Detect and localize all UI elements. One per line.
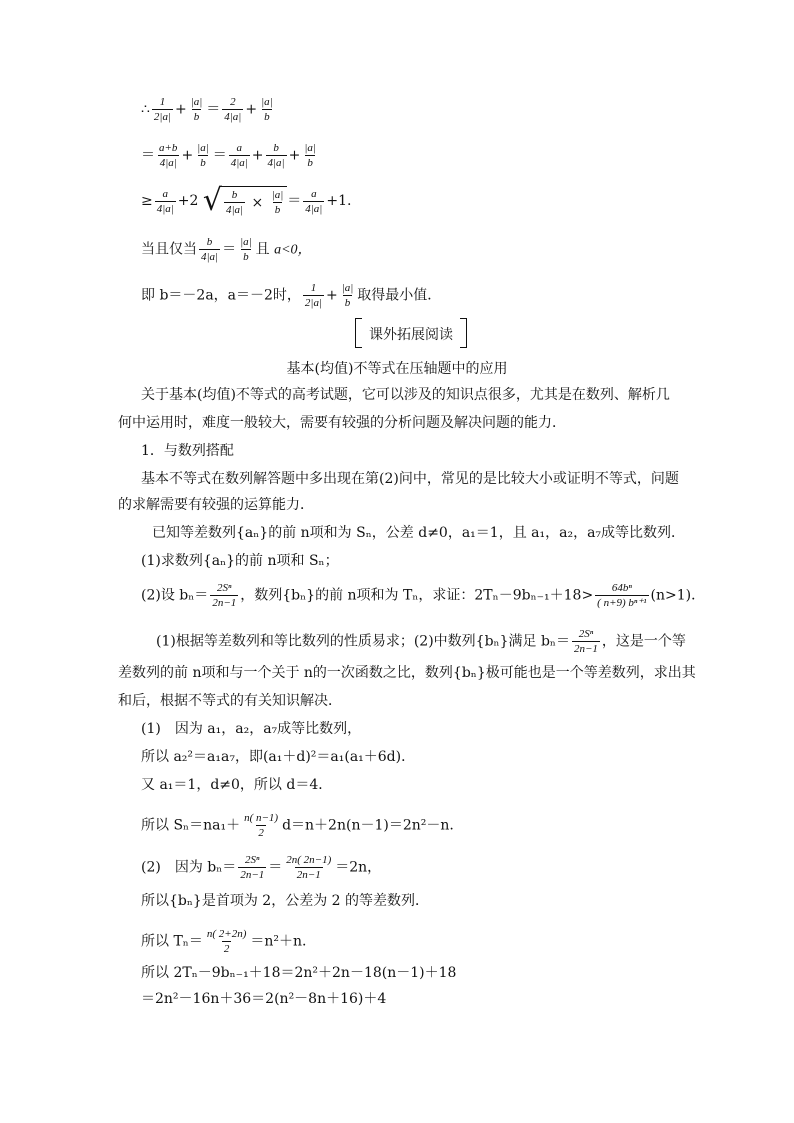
fraction: $\frac{2n( 2n-1)}{2n-1}$ bbox=[286, 854, 332, 881]
fraction: $\frac{\text{2Sⁿ}}{2n-1}$ bbox=[212, 582, 237, 609]
fraction: $\frac{\text{2Sⁿ}}{2n-1}$ bbox=[573, 628, 598, 655]
problem-q1: (1)求数列{aₙ}的前 n项和 Sₙ； bbox=[141, 553, 339, 569]
item1-line-2: 的求解需要有较强的运算能力． bbox=[118, 497, 314, 513]
therefore-symbol: ∴ bbox=[141, 101, 150, 118]
fraction: $\frac{|a|}{b}$ bbox=[341, 282, 354, 309]
solution-line-1: (1) 因为 a₁，a₂，a₇成等比数列， bbox=[141, 721, 362, 737]
analysis-line-1: (1)根据等差数列和等比数列的性质易求；(2)中数列{bₙ}满足 bₙ＝ $\frac{\text{2Sⁿ}}{2n-1}$ ，这是一个等 bbox=[156, 628, 686, 655]
item1-title: 1．与数列搭配 bbox=[141, 443, 234, 459]
intro-line-2: 何中运用时，难度一般较大，需要有较强的分析问题及解决问题的能力． bbox=[118, 415, 566, 431]
solution-line-7: 所以 Tₙ＝ $\frac{n( 2+2n)}{2}$ ＝n²＋n. bbox=[141, 928, 307, 955]
problem-q2: (2)设 bₙ＝ $\frac{\text{2Sⁿ}}{2n-1}$ ，数列{bₙ}的前 n项和为 Tₙ，求证：2Tₙ－9bₙ₋₁＋18> $\frac{\text{64bⁿ}}{\text{( n+9) bⁿ⁺¹}}$ (n>1)． bbox=[141, 582, 706, 609]
fraction: $\frac{|a|}{b}$ bbox=[304, 142, 316, 169]
solution-line-5: (2) 因为 bₙ＝ $\frac{\text{2Sⁿ}}{2n-1}$ ＝ $\frac{2n( 2n-1)}{2n-1}$ ＝2n， bbox=[141, 854, 382, 881]
square-root: √ $\frac{b}{4|a|}$ × $\frac{|a|}{b}$ bbox=[203, 186, 287, 216]
fraction: $\frac{\text{2Sⁿ}}{2n-1}$ bbox=[240, 854, 265, 881]
item1-line-1: 基本不等式在数列解答题中多出现在第(2)问中，常见的是比较大小或证明不等式，问题 bbox=[141, 471, 679, 487]
analysis-line-3: 和后，根据不等式的有关知识解决． bbox=[118, 693, 342, 709]
fraction: $\frac{2}{4|a|}$ bbox=[224, 96, 242, 123]
fraction: $\frac{a}{4|a|}$ bbox=[305, 187, 323, 215]
solution-line-6: 所以{bₙ}是首项为 2，公差为 2 的等差数列． bbox=[141, 893, 429, 909]
problem-stem: 已知等差数列{aₙ}的前 n项和为 Sₙ，公差 d≠0，a₁＝1，且 a₁，a₂，a₇成等比数列． bbox=[152, 525, 686, 541]
fraction: $\frac{b}{4|a|}$ bbox=[267, 142, 285, 169]
solution-line-8: 所以 2Tₙ－9bₙ₋₁＋18＝2n²＋2n－18(n－1)＋18 bbox=[141, 965, 457, 981]
analysis-line-2: 差数列的前 n项和与一个关于 n的一次函数之比，数列{bₙ}极可能也是一个等差数列，求出其 bbox=[118, 665, 696, 681]
fraction: $\frac{\text{64bⁿ}}{\text{( n+9) bⁿ⁺¹}}$ bbox=[597, 582, 647, 609]
section-box bbox=[355, 318, 467, 346]
fraction: $\frac{n( n-1)}{2}$ bbox=[244, 812, 279, 839]
proof-line-2: ＝ $\frac{a+b}{4|a|}$ + $\frac{|a|}{b}$ ＝ $\frac{a}{4|a|}$ + $\frac{b}{4|a|}$ + $\frac{|a|}{b}$ bbox=[141, 142, 316, 169]
fraction: $\frac{1}{2|a|}$ bbox=[304, 282, 322, 309]
fraction: $\frac{|a|}{b}$ bbox=[240, 236, 252, 263]
intro-line-1: 关于基本(均值)不等式的高考试题，它可以涉及的知识点很多，尤其是在数列、解析几 bbox=[141, 387, 670, 403]
proof-line-5: 即 b＝－2a，a＝－2时， $\frac{1}{2|a|}$ + $\frac{|a|}{b}$ 取得最小值． bbox=[141, 282, 442, 309]
proof-line-3: ≥ $\frac{a}{4|a|}$ +2 √ $\frac{b}{4|a|}$ × $\frac{|a|}{b}$ ＝ $\frac{a}{4|a|}$ +1. bbox=[141, 183, 352, 218]
fraction: $\frac{b}{4|a|}$ bbox=[201, 236, 219, 263]
solution-line-4: 所以 Sₙ＝na₁＋ $\frac{n( n-1)}{2}$ d＝n＋2n(n－1)＝2n²－n. bbox=[141, 812, 454, 839]
section-box-title: 课外拓展阅读 bbox=[369, 327, 453, 343]
fraction: $\frac{|a|}{b}$ bbox=[261, 96, 273, 123]
fraction: $\frac{|a|}{b}$ bbox=[190, 96, 203, 123]
fraction: $\frac{n( 2+2n)}{2}$ bbox=[206, 928, 247, 955]
fraction: $\frac{a+b}{4|a|}$ bbox=[159, 142, 178, 169]
fraction: $\frac{a}{4|a|}$ bbox=[156, 187, 174, 215]
proof-line-4: 当且仅当 $\frac{b}{4|a|}$ ＝ $\frac{|a|}{b}$ 且 a<0， bbox=[141, 236, 312, 263]
proof-line-1: ∴ $\frac{1}{2|a|}$ + $\frac{|a|}{b}$ ＝ $\frac{2}{4|a|}$ + $\frac{|a|}{b}$ bbox=[141, 96, 273, 123]
fraction: $\frac{a}{4|a|}$ bbox=[230, 142, 248, 169]
solution-line-9: ＝2n²－16n＋36＝2(n²－8n＋16)＋4 bbox=[141, 991, 387, 1007]
solution-line-2: 所以 a₂²＝a₁a₇，即(a₁＋d)²＝a₁(a₁＋6d)． bbox=[141, 749, 416, 765]
section-heading: 基本(均值)不等式在压轴题中的应用 bbox=[286, 361, 508, 377]
solution-line-3: 又 a₁＝1，d≠0，所以 d＝4． bbox=[141, 777, 333, 793]
fraction: $\frac{|a|}{b}$ bbox=[197, 142, 209, 169]
fraction: $\frac{1}{2|a|}$ bbox=[153, 96, 171, 123]
